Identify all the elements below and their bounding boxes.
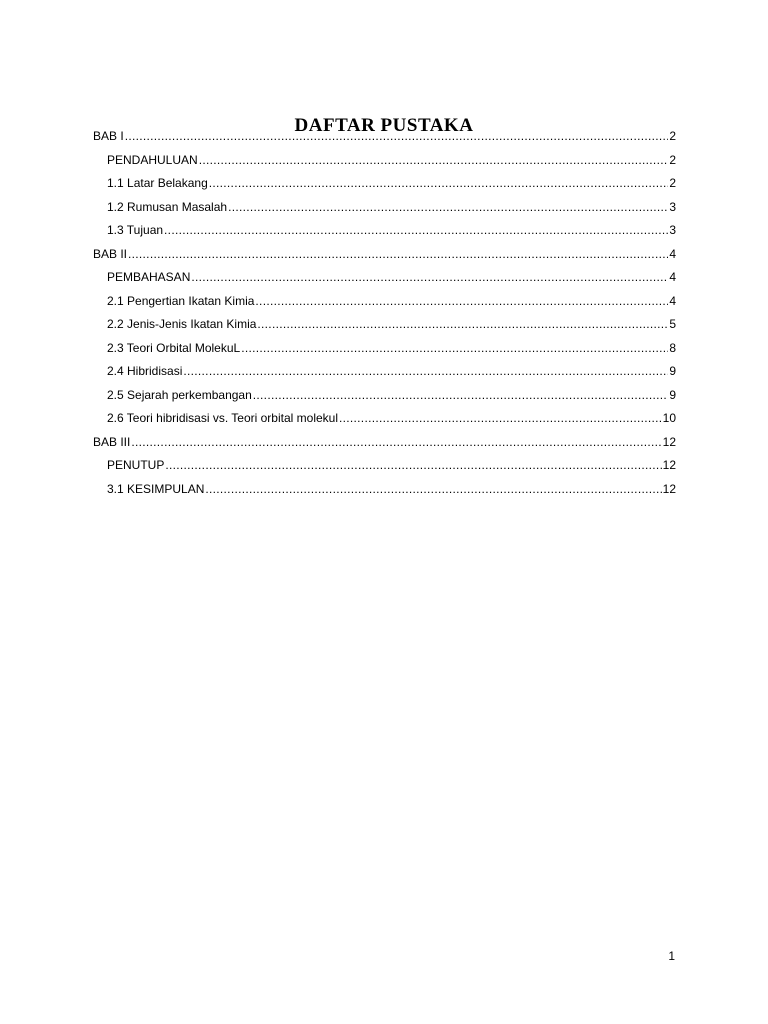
toc-entry-label: 2.5 Sejarah perkembangan (107, 387, 252, 402)
toc-entry-page: 10 (662, 411, 676, 425)
toc-dot-leader (255, 293, 668, 309)
page-title: DAFTAR PUSTAKA (294, 114, 474, 136)
toc-entry-page: 2 (669, 176, 676, 190)
toc-entry-page: 8 (669, 340, 676, 355)
toc-entry-label: 2.1 Pengertian Ikatan Kimia (107, 293, 255, 308)
toc-entry-page: 3 (669, 199, 676, 214)
toc-entry-label: PENDAHULUAN (107, 152, 198, 167)
toc-entry[interactable] (93, 173, 676, 197)
toc-entry-page: 9 (669, 387, 676, 402)
toc-entry[interactable] (93, 432, 676, 456)
toc-entry[interactable] (93, 197, 676, 221)
toc-entry-page: 12 (662, 481, 676, 496)
toc-dot-leader (128, 246, 668, 262)
toc-dot-leader (241, 340, 668, 356)
toc-dot-leader (228, 199, 668, 215)
toc-entry[interactable] (93, 150, 676, 174)
toc-dot-leader (164, 222, 668, 238)
toc-dot-leader (131, 434, 661, 450)
toc-entry[interactable] (93, 361, 676, 385)
toc-entry[interactable] (93, 220, 676, 244)
toc-entry-label: 1.2 Rumusan Masalah (107, 199, 228, 214)
toc-entry[interactable] (93, 244, 676, 268)
toc-entry-page: 2 (669, 152, 676, 167)
toc-dot-leader (339, 410, 662, 426)
toc-entry[interactable] (93, 126, 676, 150)
toc-entry-label: 1.1 Latar Belakang (107, 176, 208, 190)
toc-entry-label: 2.6 Teori hibridisasi vs. Teori orbital molekul (107, 411, 338, 425)
toc-entry[interactable] (93, 455, 676, 479)
toc-entry[interactable] (93, 291, 676, 315)
toc-entry[interactable] (93, 408, 676, 432)
toc-entry-label: 2.2 Jenis-Jenis Ikatan Kimia (107, 317, 257, 331)
toc-dot-leader (183, 363, 668, 379)
toc-entry[interactable] (93, 314, 676, 338)
toc-entry-label: 3.1 KESIMPULAN (107, 481, 205, 496)
toc-entry-page: 9 (669, 364, 676, 378)
toc-entry-page: 5 (669, 317, 676, 331)
toc-entry-label: BAB II (93, 246, 128, 261)
toc-entry-page: 12 (662, 458, 676, 472)
toc-entry-page: 4 (669, 246, 676, 261)
toc-dot-leader (257, 316, 668, 332)
toc-entry-page: 2 (669, 129, 676, 143)
toc-entry-label: 1.3 Tujuan (107, 223, 164, 237)
toc-entry-label: 2.4 Hibridisasi (107, 364, 183, 378)
toc-entry-page: 4 (669, 293, 676, 308)
toc-dot-leader (191, 269, 668, 285)
toc-entry-page: 12 (662, 434, 676, 449)
toc-entry-label: PENUTUP (107, 458, 165, 472)
toc-entry-label: BAB I (93, 129, 124, 143)
toc-entry-label: PEMBAHASAN (107, 270, 191, 284)
page-number: 1 (668, 949, 675, 963)
toc-entry-label: 2.3 Teori Orbital MolekuL (107, 340, 241, 355)
toc-entry[interactable] (93, 267, 676, 291)
toc-entry-label: BAB III (93, 434, 131, 449)
toc-entry[interactable] (93, 338, 676, 362)
toc-entry-page: 3 (669, 223, 676, 237)
toc-dot-leader (125, 128, 669, 144)
toc-dot-leader (205, 481, 661, 497)
toc-entry[interactable] (93, 479, 676, 503)
toc-entry-page: 4 (669, 270, 676, 284)
toc-dot-leader (209, 175, 669, 191)
toc-dot-leader (253, 387, 669, 403)
toc-dot-leader (165, 457, 661, 473)
toc-dot-leader (199, 152, 669, 168)
table-of-contents (93, 126, 676, 502)
toc-entry[interactable] (93, 385, 676, 409)
